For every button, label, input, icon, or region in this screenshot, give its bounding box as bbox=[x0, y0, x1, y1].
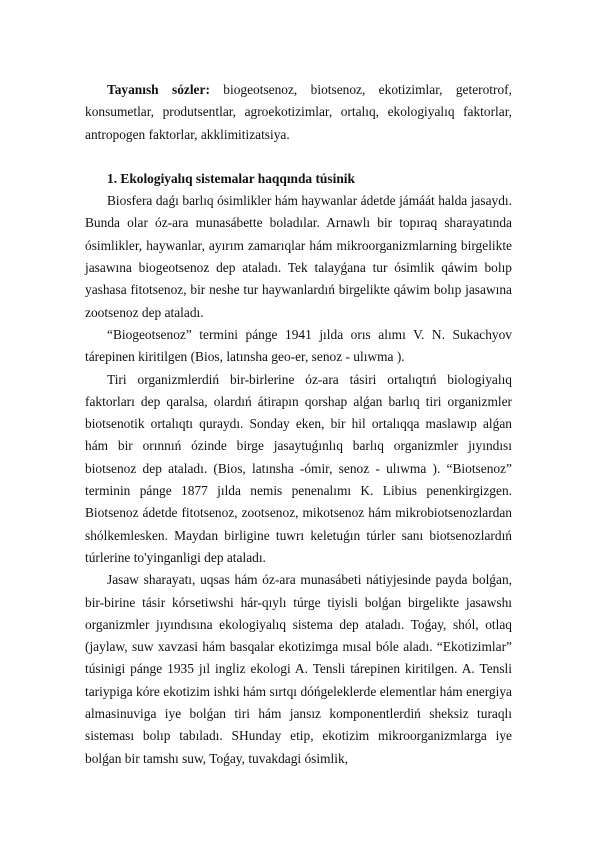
keywords-text: biogeotsenoz, biotsenoz, ekotizimlar, geterotrof, konsumetlar, produtsentlar, agroekotizimlar, ortalıq, ekologiyalıq faktorlar, antropogen faktorlar, akklimitizatsiya. bbox=[85, 82, 512, 142]
paragraph-biosfera: Biosfera daǵı barlıq ósimlikler hám haywanlar ádetde jámáát halda jasaydı. Bunda olar óz-ara munasábette boladılar. Arnawlı bir topıraq sharayatında ósimlikler, haywanlar, ayırım zamarıqlar hám mikroorganizmlarning birgelikte jasawına biogeotsenoz dep ataladı. Tek talayǵana tur ósimlik qáwim bolıp yashasa fitotsenoz, bir neshe tur haywanlardıń birgelikte qáwim bolıp jasawına zootsenoz dep ataladı. bbox=[85, 193, 512, 320]
spacer bbox=[85, 146, 512, 168]
paragraph-ekosistema: Jasaw sharayatı, uqsas hám óz-ara munasábeti nátiyjesinde payda bolǵan, bir-birine tásir kórsetiwshi hár-qıylı túrge tiyisli bolǵan birgelikte jasawshı organizmler jıyındısına ekologiyalıq sistema dep ataladı. Toǵay, shól, otlaq (jaylaw, suw xavzasi hám basqalar ekotizimga mısal bóle aladı. “Ekotizimlar” túsinigi pánge 1935 jıl ingliz ekologi A. Tensli tárepinen kiritilgen. A. Tensli tariypiga kóre ekotizim ishki hám sırtqı dóńgeleklerde elementlar hám energiya almasinuviga iye bolǵan tiri hám jansız komponentlerdiń sheksiz turaqlı sisteması bolıp tabıladı. SHunday etip, ekotizim mikroorganizmlarga iye bolǵan bir tamshı suw, Toǵay, tuvakdagi ósimlik, bbox=[85, 572, 512, 766]
paragraph-biogeotsenoz-term: “Biogeotsenoz” termini pánge 1941 jılda orıs alımı V. N. Sukachyov tárepinen kiritilgen (Bios, latınsha geo-er, senoz - ulıwma ). bbox=[85, 326, 512, 365]
keywords-paragraph bbox=[85, 79, 512, 146]
paragraph-biotsenoz: Tiri organizmlerdiń bir-birlerine óz-ara tásiri ortalıqtıń biologiyalıq faktorları dep qaralsa, olardıń átirapın qorshap alǵan barlıq tiri organizmler biotsenotik ortalıqtı quraydı. Sonday eken, bir hil ortalıqqa maslawıp alǵan hám bir orınnıń ózinde birge jasaytuǵınlıq barlıq organizmler jıyındısı biotsenoz dep ataladı. (Bios, latınsha -ómir, senoz - ulıwma ). “Biotsenoz” terminin pánge 1877 jılda nemis penenalımı K. Libius penenkirgizgen. Biotsenoz ádetde fitotsenoz, zootsenoz, mikotsenoz hám mikrobiotsenozlardan shólkemlesken. Maydan birligine tuwrı keletuǵın túrler sanı biotsenozlardıń túrlerine to'yinganligi dep ataladı. bbox=[85, 371, 512, 565]
document-page bbox=[85, 79, 512, 770]
section-heading: 1. Ekologiyalıq sistemalar haqqında túsinik bbox=[107, 170, 355, 186]
keywords-label: Tayanısh sózler: bbox=[107, 82, 210, 97]
